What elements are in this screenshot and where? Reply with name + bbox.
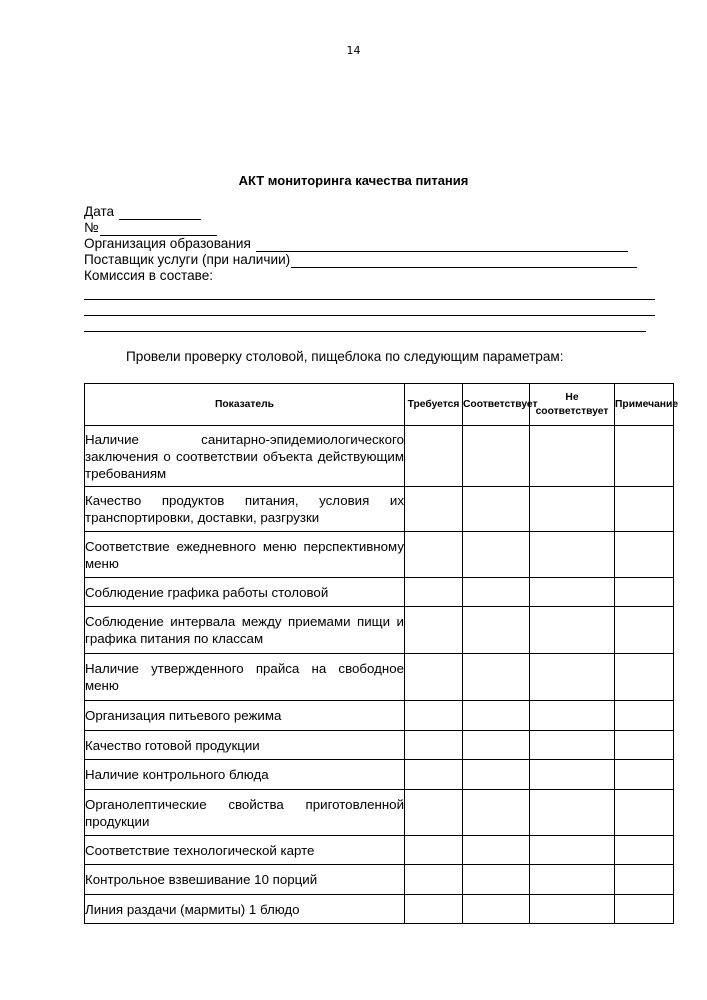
number-blank bbox=[100, 224, 217, 236]
row-required-cell[interactable] bbox=[405, 731, 463, 760]
row-not-complies-cell[interactable] bbox=[530, 578, 615, 607]
row-indicator: Наличие утвержденного прайса на свободное меню bbox=[85, 654, 405, 701]
row-not-complies-cell[interactable] bbox=[530, 731, 615, 760]
row-required-cell[interactable] bbox=[405, 865, 463, 895]
row-note-cell[interactable] bbox=[615, 487, 674, 532]
row-required-cell[interactable] bbox=[405, 790, 463, 836]
row-note-cell[interactable] bbox=[615, 654, 674, 701]
parameters-table bbox=[84, 383, 679, 924]
header-not-complies: Не соответствует bbox=[530, 384, 615, 426]
row-required-cell[interactable] bbox=[405, 895, 463, 924]
row-indicator: Наличие контрольного блюда bbox=[85, 760, 405, 790]
row-required-cell[interactable] bbox=[405, 654, 463, 701]
row-note-cell[interactable] bbox=[615, 701, 674, 731]
row-note-cell[interactable] bbox=[615, 426, 674, 487]
row-indicator: Соблюдение графика работы столовой bbox=[85, 578, 405, 607]
header-note: Примечание bbox=[615, 384, 674, 426]
row-not-complies-cell[interactable] bbox=[530, 607, 615, 654]
table-row bbox=[85, 701, 674, 731]
commission-blank-line bbox=[84, 284, 655, 300]
row-complies-cell[interactable] bbox=[463, 836, 530, 865]
supplier-field-row bbox=[84, 252, 659, 268]
row-note-cell[interactable] bbox=[615, 607, 674, 654]
table-row bbox=[85, 865, 674, 895]
header-required: Требуется bbox=[405, 384, 463, 426]
supplier-label: Поставщик услуги (при наличии) bbox=[84, 252, 291, 267]
organization-label: Организация образования bbox=[84, 236, 251, 251]
row-note-cell[interactable] bbox=[615, 895, 674, 924]
row-complies-cell[interactable] bbox=[463, 426, 530, 487]
row-indicator: Соответствие ежедневного меню перспективному меню bbox=[85, 532, 405, 578]
row-complies-cell[interactable] bbox=[463, 865, 530, 895]
row-indicator: Качество готовой продукции bbox=[85, 731, 405, 760]
row-required-cell[interactable] bbox=[405, 578, 463, 607]
row-note-cell[interactable] bbox=[615, 836, 674, 865]
row-not-complies-cell[interactable] bbox=[530, 487, 615, 532]
page-number: 14 bbox=[346, 44, 361, 57]
row-required-cell[interactable] bbox=[405, 426, 463, 487]
row-indicator: Линия раздачи (мармиты) 1 блюдо bbox=[85, 895, 405, 924]
row-note-cell[interactable] bbox=[615, 865, 674, 895]
table-header-row bbox=[85, 384, 674, 426]
table-row bbox=[85, 790, 674, 836]
row-not-complies-cell[interactable] bbox=[530, 836, 615, 865]
date-label: Дата bbox=[84, 204, 115, 219]
row-note-cell[interactable] bbox=[615, 578, 674, 607]
row-not-complies-cell[interactable] bbox=[530, 532, 615, 578]
intro-text: Провели проверку столовой, пищеблока по следующим параметрам: bbox=[126, 349, 564, 364]
row-complies-cell[interactable] bbox=[463, 731, 530, 760]
document-title: АКТ мониторинга качества питания bbox=[238, 173, 469, 188]
row-indicator: Качество продуктов питания, условия их транспортировки, доставки, разгрузки bbox=[85, 487, 405, 532]
row-note-cell[interactable] bbox=[615, 790, 674, 836]
row-indicator: Соответствие технологической карте bbox=[85, 836, 405, 865]
table-row bbox=[85, 578, 674, 607]
row-note-cell[interactable] bbox=[615, 532, 674, 578]
number-label: № bbox=[84, 220, 99, 235]
row-indicator: Контрольное взвешивание 10 порций bbox=[85, 865, 405, 895]
table-row bbox=[85, 895, 674, 924]
row-not-complies-cell[interactable] bbox=[530, 701, 615, 731]
commission-label: Комиссия в составе: bbox=[84, 268, 214, 283]
table-row bbox=[85, 487, 674, 532]
row-required-cell[interactable] bbox=[405, 701, 463, 731]
row-not-complies-cell[interactable] bbox=[530, 760, 615, 790]
row-complies-cell[interactable] bbox=[463, 607, 530, 654]
row-note-cell[interactable] bbox=[615, 760, 674, 790]
row-complies-cell[interactable] bbox=[463, 532, 530, 578]
row-required-cell[interactable] bbox=[405, 532, 463, 578]
table-row bbox=[85, 760, 674, 790]
table-row bbox=[85, 532, 674, 578]
header-complies: Соответствует bbox=[463, 384, 530, 426]
row-not-complies-cell[interactable] bbox=[530, 790, 615, 836]
row-note-cell[interactable] bbox=[615, 731, 674, 760]
row-complies-cell[interactable] bbox=[463, 760, 530, 790]
table-row bbox=[85, 654, 674, 701]
organization-field-row bbox=[84, 236, 659, 252]
commission-field-row bbox=[84, 268, 659, 284]
row-required-cell[interactable] bbox=[405, 836, 463, 865]
table-row bbox=[85, 607, 674, 654]
date-blank bbox=[119, 208, 201, 220]
row-not-complies-cell[interactable] bbox=[530, 426, 615, 487]
row-indicator: Органолептические свойства приготовленной продукции bbox=[85, 790, 405, 836]
row-not-complies-cell[interactable] bbox=[530, 895, 615, 924]
organization-blank bbox=[256, 240, 628, 252]
row-indicator: Организация питьевого режима bbox=[85, 701, 405, 731]
row-indicator: Соблюдение интервала между приемами пищи и графика питания по классам bbox=[85, 607, 405, 654]
row-complies-cell[interactable] bbox=[463, 790, 530, 836]
date-field-row bbox=[84, 204, 659, 220]
row-required-cell[interactable] bbox=[405, 487, 463, 532]
row-complies-cell[interactable] bbox=[463, 701, 530, 731]
commission-blank-line bbox=[84, 300, 655, 316]
header-indicator: Показатель bbox=[85, 384, 405, 426]
commission-blank-line bbox=[84, 316, 646, 332]
row-complies-cell[interactable] bbox=[463, 487, 530, 532]
header-fields bbox=[84, 204, 659, 332]
row-complies-cell[interactable] bbox=[463, 578, 530, 607]
row-complies-cell[interactable] bbox=[463, 895, 530, 924]
table-row bbox=[85, 731, 674, 760]
row-not-complies-cell[interactable] bbox=[530, 654, 615, 701]
row-required-cell[interactable] bbox=[405, 760, 463, 790]
table-row bbox=[85, 836, 674, 865]
supplier-blank bbox=[291, 256, 637, 268]
row-not-complies-cell[interactable] bbox=[530, 865, 615, 895]
row-required-cell[interactable] bbox=[405, 607, 463, 654]
row-indicator: Наличие санитарно-эпидемиологического заключения о соответствии объекта действующим требованиям bbox=[85, 426, 405, 487]
table-row bbox=[85, 426, 674, 487]
number-field-row bbox=[84, 220, 659, 236]
row-complies-cell[interactable] bbox=[463, 654, 530, 701]
